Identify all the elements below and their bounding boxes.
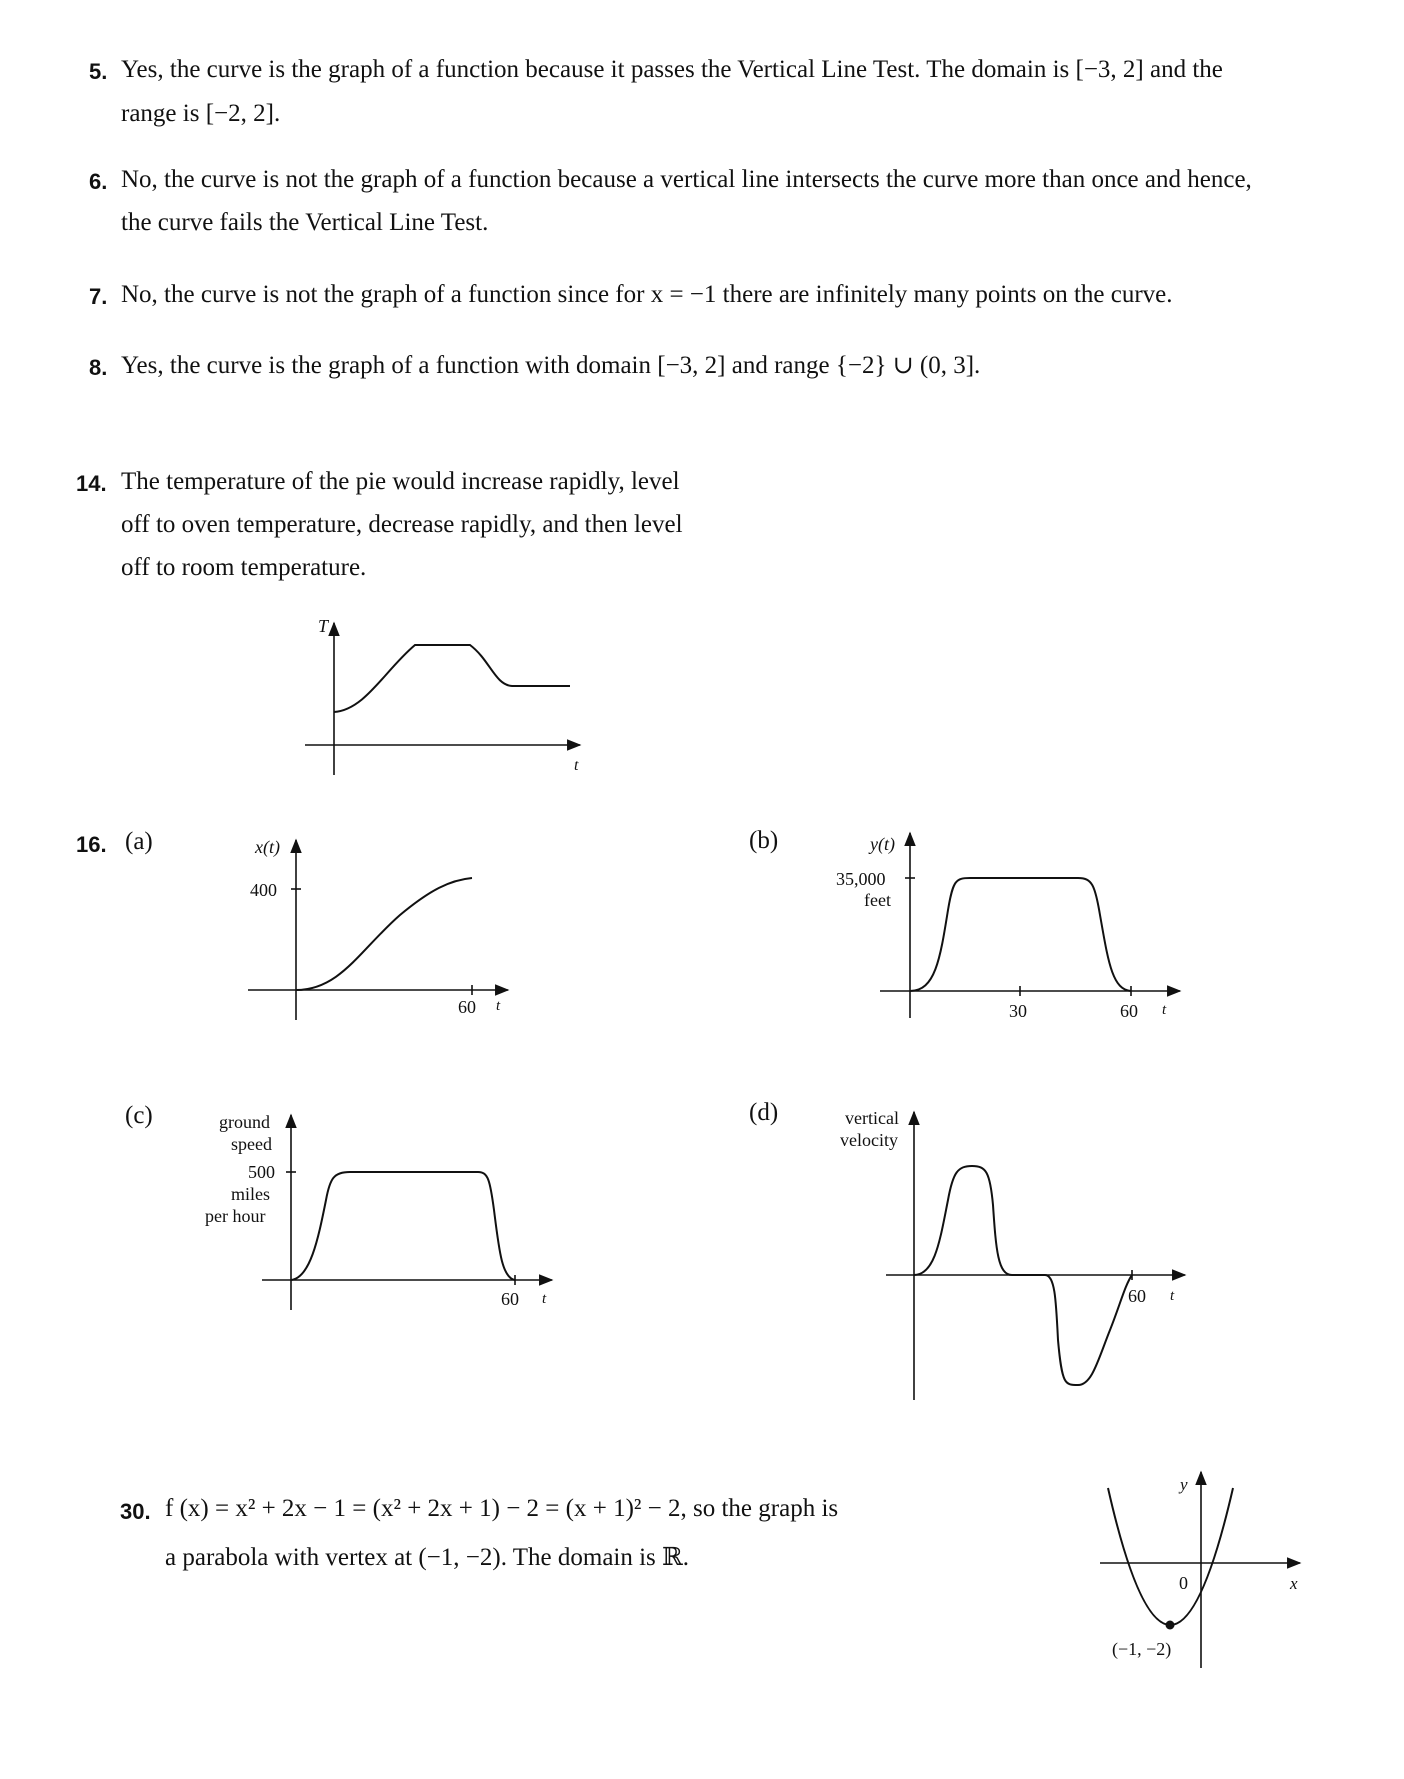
problem-text-line: No, the curve is not the graph of a function since for x = −1 there are infinitely many points on the curve. <box>121 281 1173 308</box>
origin-label: 0 <box>1179 1573 1188 1593</box>
parabola-curve <box>1108 1488 1233 1625</box>
pie-temperature-graph <box>305 616 580 775</box>
altitude-curve <box>910 878 1131 991</box>
x-axis-label: t <box>1170 1288 1175 1304</box>
y-axis-label: T <box>318 616 329 636</box>
y-tick-label: 500 <box>248 1162 275 1182</box>
problem-text-line: The temperature of the pie would increase rapidly, level <box>121 468 680 495</box>
part-label-c: (c) <box>125 1102 153 1129</box>
problem-number: 6. <box>89 169 108 194</box>
x-axis-label: t <box>1162 1002 1167 1018</box>
x-tick-label: 60 <box>1128 1286 1146 1306</box>
x-tick-label: 30 <box>1009 1001 1027 1021</box>
temperature-curve <box>334 645 570 712</box>
distance-curve <box>296 878 472 990</box>
x-tick-label: 60 <box>501 1289 519 1309</box>
y-tick-label: 35,000 <box>836 869 886 889</box>
problem-number: 14. <box>76 471 107 496</box>
problem-text-line: Yes, the curve is the graph of a function with domain [−3, 2] and range {−2} ∪ (0, 3]. <box>121 352 981 379</box>
y-axis-label: ground <box>219 1112 270 1132</box>
x-axis-label: t <box>542 1291 547 1307</box>
y-axis-label: x(t) <box>255 837 280 857</box>
problem-number: 7. <box>89 284 108 309</box>
problem-number: 30. <box>120 1499 151 1524</box>
y-axis-label: speed <box>231 1134 272 1154</box>
x-tick-label: 60 <box>1120 1001 1138 1021</box>
vertex-label: (−1, −2) <box>1112 1639 1172 1659</box>
x-tick-label: 60 <box>458 997 476 1017</box>
problem-text-line: the curve fails the Vertical Line Test. <box>121 209 489 236</box>
problem-text-line: off to room temperature. <box>121 554 367 581</box>
y-axis-label: velocity <box>840 1130 898 1150</box>
part-label-d: (d) <box>749 1099 779 1126</box>
y-axis-label: y(t) <box>870 834 895 854</box>
problem-text-line: f (x) = x² + 2x − 1 = (x² + 2x + 1) − 2 = (x + 1)² − 2, so the graph is <box>165 1495 839 1522</box>
part-label-b: (b) <box>749 827 779 854</box>
problem-text-line: off to oven temperature, decrease rapidly, and then level <box>121 511 683 538</box>
graph-16d <box>840 1108 1185 1400</box>
problem-text-line: Yes, the curve is the graph of a function because it passes the Vertical Line Test. The domain is [−3, 2] and the <box>121 56 1223 83</box>
part-label-a: (a) <box>125 828 153 855</box>
problem-number: 8. <box>89 355 108 380</box>
x-axis-label: t <box>496 998 501 1014</box>
y-unit-label: miles <box>231 1184 270 1204</box>
y-axis-label: vertical <box>845 1108 899 1128</box>
parabola-graph <box>1100 1472 1300 1668</box>
vertex-point <box>1166 1621 1175 1630</box>
problem-text-line: a parabola with vertex at (−1, −2). The domain is ℝ. <box>165 1544 690 1571</box>
y-tick-label: 400 <box>250 880 277 900</box>
graph-16a <box>248 837 508 1020</box>
y-unit-label: feet <box>864 890 891 910</box>
x-axis-label: t <box>574 757 579 774</box>
x-axis-label: x <box>1290 1574 1298 1593</box>
y-unit-label: per hour <box>205 1206 266 1226</box>
problem-number: 16. <box>76 832 107 857</box>
problem-number: 5. <box>89 59 108 84</box>
problem-text-line: range is [−2, 2]. <box>121 100 281 127</box>
y-axis-label: y <box>1180 1475 1188 1494</box>
graph-16c <box>205 1112 552 1310</box>
problem-text-line: No, the curve is not the graph of a function because a vertical line intersects the curve more than once and hence, <box>121 166 1252 193</box>
ground-speed-curve <box>291 1172 515 1280</box>
graph-16b <box>836 833 1180 1021</box>
